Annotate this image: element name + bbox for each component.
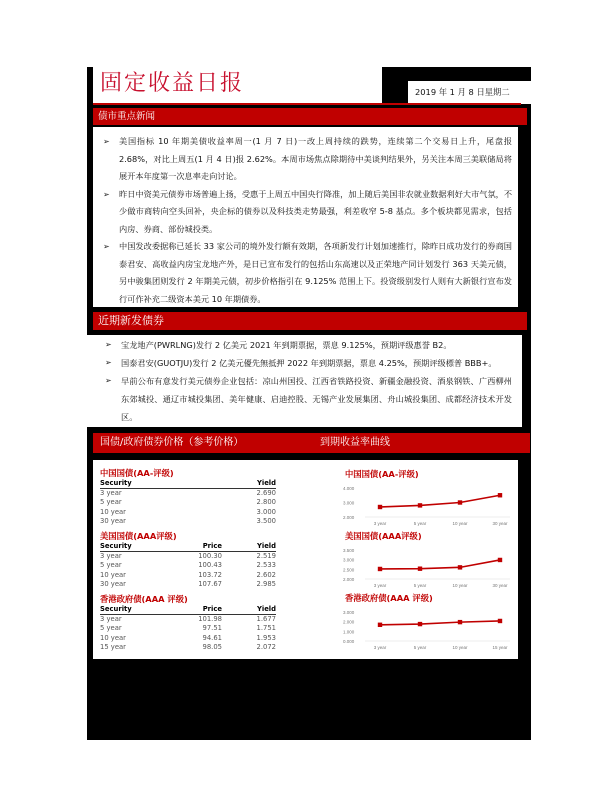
arrow-bullet-icon: ➢ — [105, 340, 112, 349]
table-title: 香港政府债(AAA 评级) — [100, 594, 188, 604]
section-title-yield-curve: 到期收益率曲线 — [320, 437, 390, 448]
column-header: Security — [100, 479, 132, 487]
data-point-marker — [418, 622, 422, 626]
yield-cell: 1.953 — [256, 633, 276, 642]
column-header: Price — [202, 605, 222, 613]
data-point-marker — [498, 558, 502, 562]
y-tick-label: 2.000 — [343, 619, 355, 625]
section-title: 近期新发债券 — [98, 314, 164, 327]
price-cell: 97.51 — [202, 624, 222, 633]
arrow-bullet-icon: ➢ — [105, 358, 112, 367]
x-tick-label: 15 year — [492, 645, 508, 650]
x-tick-label: 10 year — [452, 583, 468, 588]
price-cell: 101.98 — [198, 615, 222, 623]
table-row — [100, 508, 276, 517]
security-cell: 3 year — [100, 489, 122, 497]
price-cell: 100.43 — [198, 561, 222, 570]
data-point-marker — [458, 500, 462, 504]
yield-cell: 3.500 — [256, 517, 276, 526]
y-tick-label: 2.000 — [343, 515, 355, 520]
data-point-marker — [418, 566, 422, 570]
security-cell: 10 year — [100, 633, 126, 642]
y-tick-label: 1.000 — [343, 629, 355, 635]
bond-news-list — [103, 133, 513, 308]
issue-text: 早前公布有意发行美元债券企业包括：凉山州国投、江西省铁路投资、新疆金融投资、酒泉钢铁、广西柳州东郊城投、通辽市城投集团、美年健康、启迪控股、无锡产业发展集团、舟山城投集团、成都经济技术开发区。 — [121, 376, 512, 422]
column-header: Security — [100, 542, 132, 550]
news-text: 昨日中资美元债券市场普遍上扬，受惠于上周五中国央行降准，加上随后美国非农就业数据利好大市气氛，不少做市商转向空头回补，央企标的债券以及科技类走势最强，利差收窄 5-8 基点。多个板块都见需求，包括内房、券商、部份城投类。 — [119, 188, 513, 234]
security-cell: 30 year — [100, 517, 126, 526]
news-item — [103, 186, 513, 239]
security-cell: 3 year — [100, 615, 122, 623]
us-treasury-table — [100, 531, 276, 590]
section-title: 债市重点新闻 — [98, 111, 156, 122]
news-text: 中国发改委据称已延长 33 家公司的境外发行额有效期，各项新发行计划加速推行，除昨日成功发行的券商国泰君安、高收益内房宝龙地产外，是日已宣布发行的包括山东高速以及正荣地产同计划发行 363 天美元债，另中骏集团则发行 2 年期美元债，初步价格指引在 9.125% 范围上下。投资级别发行人则有大新银行宣布发行可作补充二级资本美元 10 年期债券。 — [119, 241, 512, 304]
security-cell: 5 year — [100, 561, 122, 570]
table-row — [100, 643, 276, 652]
issue-item — [105, 372, 512, 426]
arrow-bullet-icon: ➢ — [103, 189, 110, 199]
security-cell: 5 year — [100, 498, 122, 507]
yield-cell: 2.985 — [256, 580, 276, 589]
china-bond-table — [100, 468, 276, 527]
price-cell: 100.30 — [198, 552, 222, 560]
hk-yield-curve-chart — [335, 593, 515, 655]
yield-cell: 2.533 — [256, 561, 276, 570]
column-header: Yield — [256, 542, 276, 550]
table-header — [100, 542, 276, 552]
table-title: 美国国债(AAA评级) — [100, 531, 177, 541]
line-chart-plot — [335, 531, 515, 593]
table-row — [100, 561, 276, 570]
data-point-marker — [378, 623, 382, 627]
data-point-marker — [498, 619, 502, 623]
table-row — [100, 552, 276, 561]
line-chart-plot — [335, 593, 515, 655]
us-yield-curve-chart — [335, 531, 515, 593]
issue-item — [105, 354, 512, 372]
issue-item — [105, 336, 512, 354]
series-line — [380, 495, 500, 507]
news-text: 美国指标 10 年期美债收益率周一(1 月 7 日)一改上周持续的跌势，连续第二个交易日上升，尾盘报 2.68%，对比上周五(1 月 4 日)报 2.62%。本周市场焦点除期待中美谈判结果外，另关注本周三美联储局将展开本年度第一次息率走向讨论。 — [119, 136, 512, 181]
column-header: Yield — [256, 605, 276, 613]
section-title-prices: 国债/政府债券价格（参考价格） — [100, 437, 244, 448]
arrow-bullet-icon: ➢ — [105, 376, 112, 385]
table-row — [100, 498, 276, 507]
column-header: Yield — [256, 479, 276, 487]
y-tick-label: 3.000 — [343, 500, 355, 506]
section-header-bond-news — [93, 108, 527, 125]
table-title: 中国国债(AA-评级) — [100, 468, 174, 478]
yield-cell: 2.072 — [256, 643, 276, 652]
chart-title: 美国国债(AAA评级) — [345, 531, 422, 541]
table-header — [100, 479, 276, 489]
y-tick-label: 0.000 — [343, 639, 355, 644]
column-header: Price — [202, 542, 222, 550]
yield-cell: 2.519 — [256, 552, 276, 560]
x-tick-label: 3 year — [373, 645, 387, 650]
y-tick-label: 3.500 — [343, 548, 355, 553]
data-point-marker — [498, 493, 502, 497]
table-row — [100, 634, 276, 643]
x-tick-label: 5 year — [413, 521, 427, 526]
yield-cell: 1.751 — [256, 624, 276, 633]
table-row — [100, 580, 276, 589]
x-tick-label: 30 year — [492, 583, 508, 588]
price-cell: 107.67 — [198, 580, 222, 589]
security-cell: 15 year — [100, 643, 126, 652]
arrow-bullet-icon: ➢ — [103, 137, 110, 146]
line-chart-plot — [335, 469, 515, 531]
security-cell: 10 year — [100, 570, 126, 579]
data-point-marker — [378, 505, 382, 509]
x-tick-label: 5 year — [413, 645, 427, 650]
report-title: 固定收益日报 — [100, 71, 245, 96]
table-row — [100, 615, 276, 624]
table-row — [100, 517, 276, 526]
x-tick-label: 10 year — [452, 645, 468, 650]
security-cell: 30 year — [100, 580, 126, 589]
chart-title: 中国国债(AA-评级) — [345, 469, 419, 479]
hk-government-bond-table — [100, 594, 276, 653]
security-cell: 3 year — [100, 552, 122, 560]
report-date: 2019 年 1 月 8 日星期二 — [415, 87, 510, 97]
news-item — [103, 133, 512, 186]
section-header-new-issues — [93, 312, 527, 330]
data-point-marker — [378, 567, 382, 571]
issue-text: 宝龙地产(PWRLNG)发行 2 亿美元 2021 年到期票据，票息 9.125%，预期评级惠誉 B2。 — [121, 340, 452, 350]
series-line — [380, 621, 500, 625]
section-header-prices-curves — [93, 433, 530, 453]
x-tick-label: 3 year — [373, 521, 387, 526]
y-tick-label: 4.000 — [343, 486, 355, 491]
y-tick-label: 2.000 — [343, 577, 355, 582]
x-tick-label: 10 year — [452, 521, 468, 526]
data-point-marker — [418, 503, 422, 507]
data-point-marker — [458, 620, 462, 624]
column-header: Security — [100, 605, 132, 613]
y-tick-label: 3.000 — [343, 610, 355, 615]
yield-cell: 2.800 — [256, 498, 276, 507]
y-tick-label: 3.000 — [343, 557, 355, 563]
arrow-bullet-icon: ➢ — [103, 242, 110, 251]
china-yield-curve-chart — [335, 469, 515, 531]
yield-cell: 3.000 — [256, 507, 276, 516]
y-tick-label: 2.500 — [343, 567, 355, 573]
x-tick-label: 30 year — [492, 521, 508, 526]
data-point-marker — [458, 565, 462, 569]
series-line — [380, 560, 500, 569]
x-tick-label: 5 year — [413, 583, 427, 588]
price-cell: 94.61 — [202, 633, 222, 642]
x-tick-label: 3 year — [373, 583, 387, 588]
table-row — [100, 624, 276, 633]
price-cell: 98.05 — [202, 643, 222, 652]
news-item — [103, 238, 512, 308]
chart-title: 香港政府债(AAA 评级) — [345, 593, 433, 603]
yield-cell: 1.677 — [256, 615, 276, 623]
issue-text: 国泰君安(GUOTJU)发行 2 亿美元優先無抵押 2022 年到期票据，票息 4.25%，预期评级標普 BBB+。 — [121, 358, 497, 368]
new-issues-list — [105, 336, 512, 426]
price-cell: 103.72 — [198, 570, 222, 579]
yield-cell: 2.690 — [256, 489, 276, 497]
table-row — [100, 489, 276, 498]
security-cell: 10 year — [100, 507, 126, 516]
table-header — [100, 605, 276, 615]
security-cell: 5 year — [100, 624, 122, 633]
title-divider — [93, 103, 521, 105]
table-row — [100, 571, 276, 580]
yield-cell: 2.602 — [256, 570, 276, 579]
